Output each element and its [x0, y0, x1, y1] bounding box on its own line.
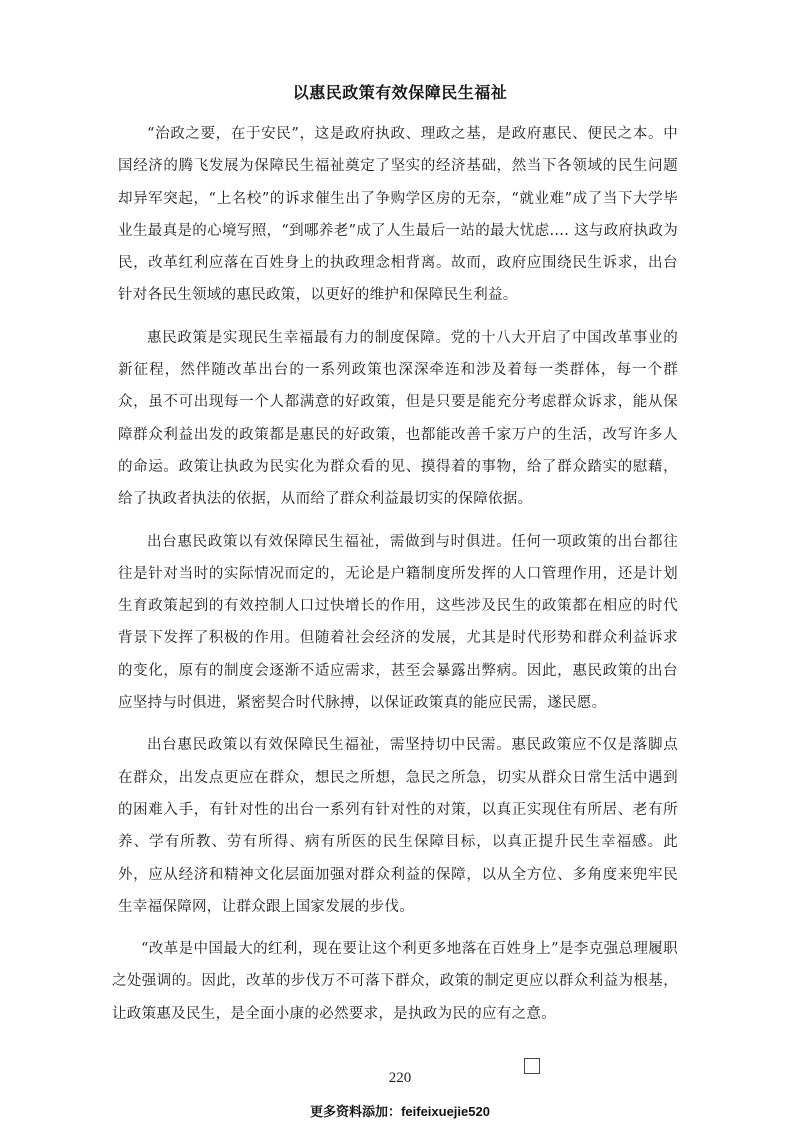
paragraph-3: 出台惠民政策以有效保障民生福祉，需做到与时俱进。任何一项政策的出台都往往是针对当时的实际情况而定的，无论是户籍制度所发挥的人口管理作用，还是计划生育政策起到的有效控制人口过快增长的作用，这些涉及民生的政策都在相应的时代背景下发挥了积极的作用。但随着社会经济的发展，尤其是时代形势和群众利益诉求的变化，原有的制度会逐渐不适应需求，甚至会暴露出弊病。因此，惠民政策的出台应坚持与时俱进，紧密契合时代脉搏，以保证政策真的能应民需，遂民愿。 [118, 533, 678, 712]
footer-prefix: 更多资料添加： [310, 1105, 402, 1120]
paragraph-4: 出台惠民政策以有效保障民生福祉，需坚持切中民需。惠民政策应不仅是落脚点在群众，出发点更应在群众，想民之所想，急民之所急，切实从群众日常生活中遇到的困难入手，有针对性的出台一系列有针对性的对策，以真正实现住有所居、老有所养、学有所教、劳有所得、病有所医的民生保障目标，以真正提升民生幸福感。此外，应从经济和精神文化层面加强对群众利益的保障，以从全方位、多角度来兜牢民生幸福保障网，让群众跟上国家发展的步伐。 [118, 737, 678, 915]
article-body [112, 118, 678, 1040]
page-number: 220 [388, 1070, 412, 1086]
footer-note [0, 1101, 800, 1120]
footer-contact: feifeixuejie520 [401, 1104, 490, 1119]
page-title: 以惠民政策有效保障民生福祉 [292, 83, 508, 102]
paragraph-5: “改革是中国最大的红利，现在要让这个利更多地落在百姓身上”是李克强总理履职之处强调的。因此，改革的步伐万不可落下群众，政策的制定更应以群众利益为根基，让政策惠及民生，是全面小康的必然要求，是执政为民的应有之意。 [112, 941, 678, 1022]
paragraph-1: “治政之要，在于安民”，这是政府执政、理政之基，是政府惠民、便民之本。中国经济的腾飞发展为保障民生福祉奠定了坚实的经济基础，然当下各领域的民生问题却异军突起，“上名校”的诉求催生出了争购学区房的无奈，“就业难”成了当下大学毕业生最真是的心境写照，“到哪养老”成了人生最后一站的最大忧虑.... 这与政府执政为民，改革红利应落在百姓身上的执政理念相背离。故而，政府应围绕民生诉求，出台针对各民生领域的惠民政策，以更好的维护和保障民生利益。 [118, 126, 678, 304]
paragraph-2: 惠民政策是实现民生幸福最有力的制度保障。党的十八大开启了中国改革事业的新征程，然伴随改革出台的一系列政策也深深牵连和涉及着每一类群体，每一个群众，虽不可出现每一个人都满意的好政策，但是只要是能充分考虑群众诉求，能从保障群众利益出发的政策都是惠民的好政策，也都能改善千家万户的生活，改写许多人的命运。政策让执政为民实化为群众看的见、摸得着的事物，给了群众踏实的慰藉，给了执政者执法的依据，从而给了群众利益最切实的保障依据。 [118, 329, 678, 508]
